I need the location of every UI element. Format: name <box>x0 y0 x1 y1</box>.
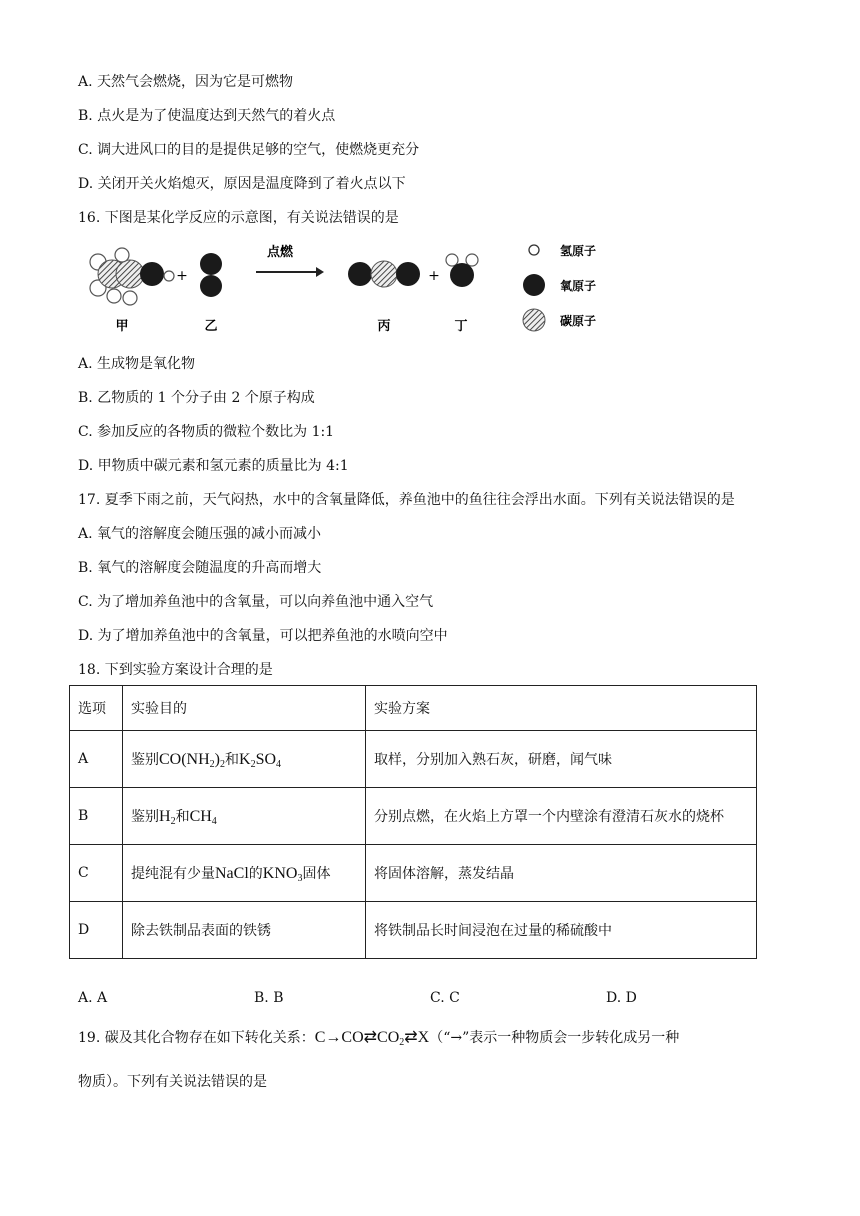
row-d-goal: 除去铁制品表面的铁锈 <box>123 902 366 959</box>
q16-option-a: A. 生成物是氧化物 <box>78 356 196 372</box>
reaction-arrowhead <box>316 267 324 277</box>
table-row <box>70 902 757 959</box>
q16-option-c: C. 参加反应的各物质的微粒个数比为 1:1 <box>78 424 335 440</box>
formula-subscript: 3 <box>297 872 303 884</box>
formula-subscript: 2 <box>209 758 215 770</box>
label-jia: 甲 <box>115 319 129 334</box>
row-b-and: 和 <box>175 808 190 825</box>
table-row <box>70 788 757 845</box>
row-b-formula-1 <box>159 808 176 825</box>
row-a-plan: 取样，分别加入熟石灰，研磨，闻气味 <box>366 731 757 788</box>
row-c-goal <box>123 845 366 902</box>
row-c-tail: 固体 <box>302 865 331 882</box>
q18-choice-b: B. B <box>254 990 284 1006</box>
formula-text: KNO <box>262 864 298 882</box>
formula-text: ) <box>214 750 220 768</box>
molecule-yi <box>200 253 222 297</box>
q17-stem: 17. 夏季下雨之前，天气闷热，水中的含氧量降低，养鱼池中的鱼往往会浮出水面。下列有关说法错误的是 <box>78 492 735 508</box>
reaction-diagram-svg <box>84 238 614 338</box>
legend-oxygen: 氧原子 <box>560 279 597 293</box>
q16-option-d: D. 甲物质中碳元素和氢元素的质量比为 4:1 <box>78 458 349 474</box>
row-b-goal-verb: 鉴别 <box>131 808 159 825</box>
row-c-plan: 将固体溶解，蒸发结晶 <box>366 845 757 902</box>
formula-text: K <box>239 750 251 768</box>
q15-option-b: B. 点火是为了使温度达到天然气的着火点 <box>78 108 336 124</box>
row-a-option: A <box>70 731 123 788</box>
formula-text: CO(NH <box>159 750 210 768</box>
label-bing: 丙 <box>377 319 391 334</box>
reaction-condition: 点燃 <box>266 245 294 260</box>
q15-option-a: A. 天然气会燃烧，因为它是可燃物 <box>78 74 294 90</box>
q17-option-d: D. 为了增加养鱼池中的含氧量，可以把养鱼池的水喷向空中 <box>78 628 448 644</box>
legend-carbon: 碳原子 <box>560 314 597 328</box>
label-yi: 乙 <box>204 319 218 334</box>
formula-text: SO <box>255 750 277 768</box>
q16-option-b: B. 乙物质的 1 个分子由 2 个原子构成 <box>78 390 315 406</box>
q18-choices <box>78 990 778 1010</box>
row-d-plan: 将铁制品长时间浸泡在过量的稀硫酸中 <box>366 902 757 959</box>
q19-stem-line-1 <box>78 1028 679 1053</box>
legend-hydrogen-symbol <box>529 245 539 255</box>
row-d-option: D <box>70 902 123 959</box>
plus-sign-2: + <box>428 268 440 284</box>
table-row <box>70 845 757 902</box>
row-c-option: C <box>70 845 123 902</box>
experiment-table <box>69 685 757 959</box>
row-c-mid: 的 <box>248 865 263 882</box>
molecule-bing <box>348 261 420 287</box>
formula-subscript: 2 <box>220 758 225 770</box>
q15-option-d: D. 关闭开关火焰熄灭，原因是温度降到了着火点以下 <box>78 176 406 192</box>
formula-subscript: 2 <box>250 758 256 770</box>
reaction-diagram <box>84 238 614 338</box>
row-a-goal-verb: 鉴别 <box>131 751 159 768</box>
formula-subscript: 4 <box>211 815 217 827</box>
chain-reversible-arrow: ⇄ <box>363 1029 378 1046</box>
label-ding: 丁 <box>454 319 468 334</box>
legend <box>523 243 596 331</box>
formula-text: CH <box>189 807 212 825</box>
q17-option-c: C. 为了增加养鱼池中的含氧量，可以向养鱼池中通入空气 <box>78 594 434 610</box>
q17-option-b: B. 氧气的溶解度会随温度的升高而增大 <box>78 560 322 576</box>
row-c-goal-verb: 提纯混有少量 <box>131 865 215 882</box>
chain-x: X <box>417 1029 430 1046</box>
header-plan: 实验方案 <box>366 686 757 731</box>
q18-choice-c: C. C <box>430 990 460 1006</box>
q19-stem-b: （“→”表示一种物质会一步转化成另一种 <box>429 1030 680 1046</box>
header-goal: 实验目的 <box>123 686 366 731</box>
row-b-option: B <box>70 788 123 845</box>
row-b-goal <box>123 788 366 845</box>
molecule-ding <box>446 254 478 287</box>
q18-choice-a: A. A <box>78 990 108 1006</box>
q19-stem-line-2: 物质）。下列有关说法错误的是 <box>78 1074 267 1090</box>
chain-co2-subscript: 2 <box>399 1037 405 1048</box>
legend-carbon-symbol <box>523 309 545 331</box>
chain-reversible-arrow: ⇄ <box>404 1029 418 1046</box>
plus-sign-1: + <box>176 268 188 284</box>
chain-arrow: → <box>325 1029 342 1046</box>
q15-option-c: C. 调大进风口的目的是提供足够的空气，使燃烧更充分 <box>78 142 420 158</box>
formula-subscript: 4 <box>276 758 282 770</box>
formula-text: H <box>159 807 171 825</box>
formula-subscript: 2 <box>170 815 176 827</box>
molecule-jia <box>90 248 174 305</box>
q16-stem: 16. 下图是某化学反应的示意图，有关说法错误的是 <box>78 210 399 226</box>
q18-stem: 18. 下到实验方案设计合理的是 <box>78 662 273 678</box>
row-a-formula-1 <box>159 751 225 768</box>
row-b-formula-2 <box>190 808 217 825</box>
chain-c: C <box>314 1029 326 1046</box>
row-c-formula-1: NaCl <box>215 864 249 882</box>
chain-co: CO <box>341 1029 364 1046</box>
table-header-row <box>70 686 757 731</box>
row-a-and: 和 <box>225 751 239 768</box>
conversion-chain <box>315 1029 430 1046</box>
q17-option-a: A. 氧气的溶解度会随压强的减小而减小 <box>78 526 322 542</box>
q19-stem-a: 19. 碳及其化合物存在如下转化关系： <box>78 1030 315 1046</box>
row-a-formula-2 <box>239 751 281 768</box>
row-c-formula-2 <box>263 865 303 882</box>
legend-hydrogen: 氢原子 <box>560 244 597 258</box>
chain-co2: CO <box>377 1029 400 1046</box>
row-a-goal <box>123 731 366 788</box>
q18-choice-d: D. D <box>606 990 637 1006</box>
header-option: 选项 <box>70 686 123 731</box>
row-b-plan: 分别点燃，在火焰上方罩一个内壁涂有澄清石灰水的烧杯 <box>366 788 757 845</box>
table-row <box>70 731 757 788</box>
legend-oxygen-symbol <box>523 274 545 296</box>
